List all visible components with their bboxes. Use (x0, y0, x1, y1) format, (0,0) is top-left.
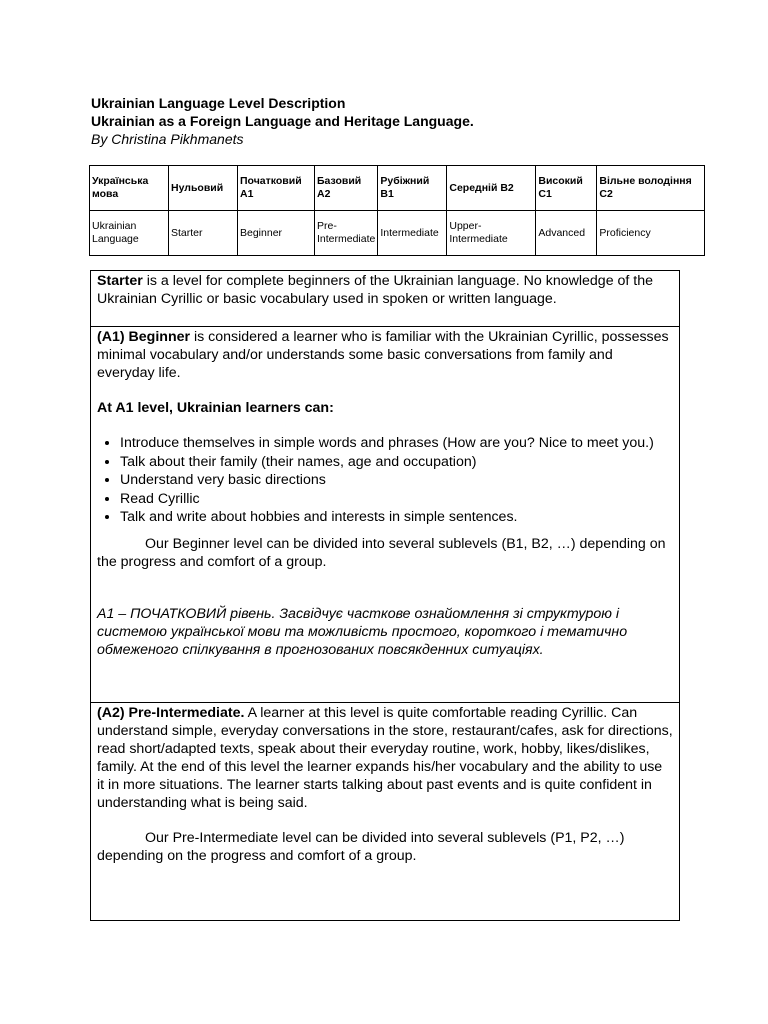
a1-can-heading-text: At A1 level, Ukrainian learners can: (97, 400, 334, 416)
starter-paragraph (97, 272, 673, 308)
level-table-english-row (90, 211, 705, 256)
starter-lead: Starter (97, 273, 143, 289)
spacer (97, 588, 673, 605)
level-cell: Upper-Intermediate (447, 211, 536, 256)
level-cell: Pre-Intermediate (315, 211, 378, 256)
list-item: • Understand very basic directions (120, 471, 673, 490)
level-cell: Рубіжний B1 (378, 166, 447, 211)
spacer (97, 571, 673, 588)
level-cell: Базовий A2 (315, 166, 378, 211)
a1-lead: (A1) Beginner (97, 329, 191, 345)
level-cell: Proficiency (597, 211, 705, 256)
spacer (97, 527, 673, 535)
list-item: • Introduce themselves in simple words and phrases (How are you? Nice to meet you.) (120, 434, 673, 453)
level-cell: Вільне володіння C2 (597, 166, 705, 211)
title-line-1: Ukrainian Language Level Description (91, 95, 346, 111)
author-line: By Christina Pikhmanets (91, 131, 244, 147)
document-header (91, 94, 711, 148)
spacer (97, 382, 673, 399)
a2-section (91, 703, 679, 921)
spacer (97, 812, 673, 829)
level-cell: Beginner (238, 211, 315, 256)
a2-lead: (A2) Pre-Intermediate. (97, 705, 245, 721)
list-item: • Talk and write about hobbies and interests in simple sentences. (120, 508, 673, 527)
title-line-2: Ukrainian as a Foreign Language and Heritage Language. (91, 113, 474, 129)
a1-text: is considered a learner who is familiar with the Ukrainian Cyrillic, possesses minimal vocabulary and/or understands some basic conversations from family and everyday life. (97, 329, 669, 381)
level-table-header-row (90, 166, 705, 211)
a1-can-heading (97, 399, 673, 417)
a2-sublevels: Our Pre-Intermediate level can be divided into several sublevels (P1, P2, …) depending on the progress and comfort of a group. (97, 830, 625, 864)
a1-skills-list (97, 434, 673, 527)
level-cell: Advanced (536, 211, 597, 256)
level-cell: Нульовий (169, 166, 238, 211)
a1-paragraph (97, 328, 673, 382)
a2-text: A learner at this level is quite comfortable reading Cyrillic. Can understand simple, everyday conversations in the store, restaurant/cafes, ask for directions, read short/adapted texts, speak about their everyday routine, work, hobby, likes/dislikes, family. At the end of this level the learner expands his/her vocabulary and the ability to use it in more situations. The learner starts talking about past events and is quite confident in understanding what is being said. (97, 705, 673, 811)
starter-text: is a level for complete beginners of the Ukrainian language. No knowledge of the Ukrainian Cyrillic or basic vocabulary used in spoken or written language. (97, 273, 654, 307)
level-descriptions (90, 270, 680, 921)
level-cell: Високий C1 (536, 166, 597, 211)
level-cell: Ukrainian Language (90, 211, 169, 256)
starter-section (91, 271, 679, 327)
level-cell: Intermediate (378, 211, 447, 256)
spacer (97, 417, 673, 434)
level-cell: Початковий A1 (238, 166, 315, 211)
level-cell: Середній B2 (447, 166, 536, 211)
level-table (89, 165, 705, 256)
level-cell: Українська мова (90, 166, 169, 211)
a1-section (91, 327, 679, 703)
a2-paragraph (97, 704, 673, 812)
a1-sublevels: Our Beginner level can be divided into several sublevels (B1, B2, …) depending on the progress and comfort of a group. (97, 535, 666, 570)
list-item: • Read Cyrillic (120, 490, 673, 509)
list-item: • Talk about their family (their names, age and occupation) (120, 453, 673, 472)
a1-ukrainian-note: A1 – ПОЧАТКОВИЙ рівень. Засвідчує часткове ознайомлення зі структурою і системою української мови та можливість простого, короткого і тематично обмеженого спілкування в прогнозованих повсякденних ситуаціях. (97, 605, 628, 658)
level-cell: Starter (169, 211, 238, 256)
